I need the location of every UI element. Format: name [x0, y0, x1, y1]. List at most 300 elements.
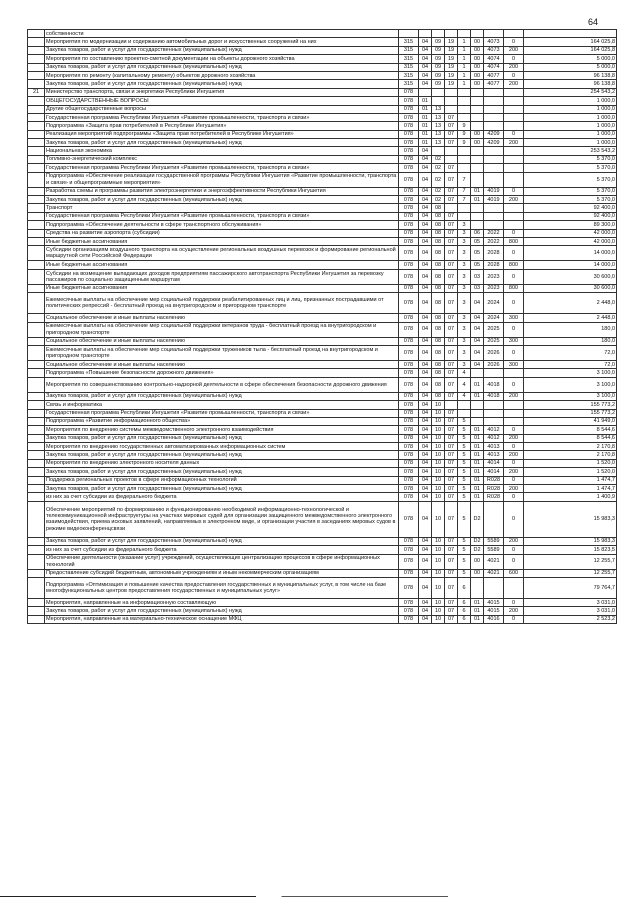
subsection-code-cell: 08 — [432, 221, 445, 229]
subsection-code-cell: 13 — [432, 130, 445, 138]
table-row — [28, 55, 617, 63]
activity-code-cell — [471, 88, 484, 96]
subsection-code-cell — [432, 88, 445, 96]
expense-type-cell — [504, 122, 524, 130]
program-code-cell: 19 — [445, 71, 458, 79]
table-row — [28, 105, 617, 113]
program-code-cell: 07 — [445, 345, 458, 360]
activity-code-cell: 05 — [471, 246, 484, 261]
section-code-cell: 04 — [419, 615, 432, 623]
row-name-cell: Закупка товаров, работ и услуг для государственных (муниципальных) нужд — [45, 392, 399, 400]
ministry-code-cell: 315 — [399, 80, 419, 88]
subsection-code-cell: 10 — [432, 485, 445, 493]
row-number-cell — [28, 401, 45, 409]
ministry-code-cell: 078 — [399, 322, 419, 337]
section-code-cell: 04 — [419, 80, 432, 88]
program-code-cell: 07 — [445, 196, 458, 204]
subsection-code-cell: 08 — [432, 261, 445, 269]
row-number-cell — [28, 468, 45, 476]
table-row — [28, 139, 617, 147]
program-code-cell: 07 — [445, 122, 458, 130]
row-number-cell — [28, 577, 45, 598]
amount-cell: 96 138,8 — [524, 71, 617, 79]
activity-code-cell — [471, 113, 484, 121]
subprogram-code-cell: 5 — [458, 459, 471, 467]
subprogram-code-cell — [458, 105, 471, 113]
subsection-code-cell: 08 — [432, 345, 445, 360]
row-number-cell — [28, 139, 45, 147]
program-code-cell: 07 — [445, 369, 458, 377]
row-name-cell: Разработка схемы и программы развития электроэнергетики и энергоэффективности Республики Ингушетия — [45, 187, 399, 195]
amount-cell: 2 523,2 — [524, 615, 617, 623]
row-name-cell: Государственная программа Республики Ингушетия «Развитие промышленности, транспорта и связи» — [45, 164, 399, 172]
subsection-code-cell: 09 — [432, 46, 445, 54]
subprogram-code-cell: 1 — [458, 38, 471, 46]
program-code-cell: 07 — [445, 468, 458, 476]
ministry-code-cell — [399, 30, 419, 38]
table-row — [28, 537, 617, 545]
row-number-cell — [28, 377, 45, 392]
ministry-code-cell: 078 — [399, 417, 419, 425]
activity-code-cell: 00 — [471, 130, 484, 138]
amount-cell: 1 000,0 — [524, 113, 617, 121]
row-name-cell: Мероприятия, направленные на материально-техническое оснащение МФЦ — [45, 615, 399, 623]
ministry-code-cell: 078 — [399, 172, 419, 187]
table-row — [28, 434, 617, 442]
ministry-code-cell: 078 — [399, 204, 419, 212]
ministry-code-cell: 078 — [399, 196, 419, 204]
table-row — [28, 546, 617, 554]
table-row — [28, 164, 617, 172]
row-name-cell: Подпрограмма «Защита прав потребителей в Республике Ингушетия» — [45, 122, 399, 130]
row-number-cell — [28, 345, 45, 360]
ministry-code-cell: 315 — [399, 55, 419, 63]
program-code-cell: 07 — [445, 261, 458, 269]
row-number-cell — [28, 30, 45, 38]
activity-code-cell — [471, 30, 484, 38]
subsection-code-cell: 10 — [432, 401, 445, 409]
section-code-cell: 01 — [419, 113, 432, 121]
section-code-cell: 04 — [419, 443, 432, 451]
subsection-code-cell: 08 — [432, 337, 445, 345]
amount-cell: 164 025,8 — [524, 38, 617, 46]
program-code-cell: 07 — [445, 546, 458, 554]
section-code-cell: 04 — [419, 426, 432, 434]
subprogram-code-cell: 3 — [458, 246, 471, 261]
expense-type-cell: 300 — [504, 314, 524, 322]
program-code-cell — [445, 204, 458, 212]
ministry-code-cell: 078 — [399, 501, 419, 537]
table-row — [28, 88, 617, 96]
amount-cell: 2 170,8 — [524, 443, 617, 451]
program-code-cell: 07 — [445, 337, 458, 345]
table-row — [28, 322, 617, 337]
row-number-cell: 21 — [28, 88, 45, 96]
table-row — [28, 30, 617, 38]
row-name-cell: Ежемесячные выплаты на обеспечение мер социальной поддержки реабилитированных лиц и лиц, признанных пострадавшими от политических репрессий - бесплатный проезд на внутригородском и пригородном транспорте — [45, 293, 399, 314]
subsection-code-cell: 10 — [432, 569, 445, 577]
program-code-cell: 07 — [445, 501, 458, 537]
activity-code-cell: D2 — [471, 537, 484, 545]
ministry-code-cell: 078 — [399, 468, 419, 476]
ministry-code-cell: 078 — [399, 229, 419, 237]
ministry-code-cell: 078 — [399, 105, 419, 113]
program-code-cell: 19 — [445, 38, 458, 46]
row-name-cell: Мероприятия по модернизации и содержанию автомобильных дорог и искусственных сооружений на них — [45, 38, 399, 46]
subsection-code-cell — [432, 97, 445, 105]
row-name-cell: из них за счет субсидии из федерального бюджета — [45, 546, 399, 554]
activity-code-cell: D2 — [471, 546, 484, 554]
activity-code-cell — [471, 221, 484, 229]
section-code-cell: 04 — [419, 392, 432, 400]
row-name-cell: Закупка товаров, работ и услуг для государственных (муниципальных) нужд — [45, 434, 399, 442]
expense-type-cell: 800 — [504, 237, 524, 245]
table-row — [28, 417, 617, 425]
ministry-code-cell: 078 — [399, 293, 419, 314]
expense-type-cell: 200 — [504, 80, 524, 88]
direction-code-cell: 5589 — [484, 546, 504, 554]
direction-code-cell — [484, 155, 504, 163]
budget-table-body — [28, 30, 617, 624]
row-number-cell — [28, 451, 45, 459]
direction-code-cell: 5589 — [484, 537, 504, 545]
program-code-cell: 07 — [445, 221, 458, 229]
subprogram-code-cell: 3 — [458, 337, 471, 345]
table-row — [28, 443, 617, 451]
row-name-cell: Мероприятия по внедрению электронного носителя данных — [45, 459, 399, 467]
direction-code-cell: 4209 — [484, 139, 504, 147]
direction-code-cell: 4074 — [484, 63, 504, 71]
expense-type-cell: 600 — [504, 569, 524, 577]
section-code-cell: 04 — [419, 537, 432, 545]
subprogram-code-cell: 4 — [458, 369, 471, 377]
activity-code-cell — [471, 155, 484, 163]
expense-type-cell: 0 — [504, 345, 524, 360]
direction-code-cell — [484, 88, 504, 96]
row-name-cell: Ежемесячные выплаты на обеспечение мер социальной поддержки тружеников тыла - бесплатный проезд на внутригородском и пригородном транспорте — [45, 345, 399, 360]
direction-code-cell — [484, 417, 504, 425]
expense-type-cell — [504, 417, 524, 425]
subprogram-code-cell: 1 — [458, 63, 471, 71]
row-name-cell: Топливно-энергетический комплекс — [45, 155, 399, 163]
row-number-cell — [28, 546, 45, 554]
subsection-code-cell: 10 — [432, 459, 445, 467]
amount-cell: 5 000,0 — [524, 63, 617, 71]
row-name-cell: Подпрограмма «Обеспечение деятельности в сфере транспортного обслуживания» — [45, 221, 399, 229]
expense-type-cell: 0 — [504, 130, 524, 138]
subsection-code-cell: 02 — [432, 172, 445, 187]
subprogram-code-cell: 5 — [458, 493, 471, 501]
row-name-cell: Мероприятия по внедрению государственных автоматизированных информационных систем — [45, 443, 399, 451]
direction-code-cell: 2026 — [484, 360, 504, 368]
table-row — [28, 377, 617, 392]
subsection-code-cell: 02 — [432, 164, 445, 172]
subprogram-code-cell: 5 — [458, 569, 471, 577]
subprogram-code-cell: 1 — [458, 55, 471, 63]
amount-cell: 2 170,8 — [524, 451, 617, 459]
amount-cell: 72,0 — [524, 345, 617, 360]
ministry-code-cell: 078 — [399, 122, 419, 130]
activity-code-cell — [471, 369, 484, 377]
expense-type-cell — [504, 172, 524, 187]
subsection-code-cell: 10 — [432, 501, 445, 537]
subsection-code-cell: 10 — [432, 468, 445, 476]
subsection-code-cell — [432, 30, 445, 38]
row-name-cell: Средства на развитие аэропорта (субсидии) — [45, 229, 399, 237]
amount-cell: 42 000,0 — [524, 229, 617, 237]
section-code-cell: 04 — [419, 269, 432, 284]
table-row — [28, 314, 617, 322]
row-number-cell — [28, 246, 45, 261]
activity-code-cell: 04 — [471, 337, 484, 345]
direction-code-cell: 4021 — [484, 554, 504, 569]
direction-code-cell — [484, 172, 504, 187]
subprogram-code-cell — [458, 164, 471, 172]
amount-cell: 14 000,0 — [524, 246, 617, 261]
direction-code-cell — [484, 501, 504, 537]
section-code-cell: 04 — [419, 221, 432, 229]
section-code-cell: 04 — [419, 246, 432, 261]
program-code-cell: 07 — [445, 476, 458, 484]
subprogram-code-cell — [458, 401, 471, 409]
section-code-cell: 04 — [419, 337, 432, 345]
activity-code-cell: 01 — [471, 434, 484, 442]
row-number-cell — [28, 554, 45, 569]
section-code-cell: 04 — [419, 155, 432, 163]
program-code-cell: 07 — [445, 229, 458, 237]
program-code-cell: 07 — [445, 113, 458, 121]
program-code-cell: 07 — [445, 322, 458, 337]
section-code-cell: 04 — [419, 598, 432, 606]
row-name-cell: Закупка товаров, работ и услуг для государственных (муниципальных) нужд — [45, 537, 399, 545]
row-number-cell — [28, 392, 45, 400]
activity-code-cell — [471, 577, 484, 598]
program-code-cell: 07 — [445, 164, 458, 172]
expense-type-cell — [504, 164, 524, 172]
row-name-cell: Предоставление субсидий бюджетным, автономным учреждениям и иным некоммерческим организациям — [45, 569, 399, 577]
table-row — [28, 122, 617, 130]
subsection-code-cell: 10 — [432, 615, 445, 623]
amount-cell: 1 000,0 — [524, 97, 617, 105]
subprogram-code-cell: 4 — [458, 377, 471, 392]
activity-code-cell — [471, 172, 484, 187]
amount-cell: 92 400,0 — [524, 204, 617, 212]
amount-cell: 5 000,0 — [524, 55, 617, 63]
expense-type-cell: 0 — [504, 459, 524, 467]
direction-code-cell: 4015 — [484, 598, 504, 606]
amount-cell: 79 764,7 — [524, 577, 617, 598]
row-number-cell — [28, 284, 45, 292]
row-number-cell — [28, 172, 45, 187]
row-number-cell — [28, 155, 45, 163]
direction-code-cell — [484, 97, 504, 105]
row-number-cell — [28, 569, 45, 577]
direction-code-cell — [484, 164, 504, 172]
direction-code-cell: R028 — [484, 476, 504, 484]
amount-cell: 3 031,0 — [524, 598, 617, 606]
row-number-cell — [28, 485, 45, 493]
subprogram-code-cell: 1 — [458, 80, 471, 88]
row-name-cell: Субсидии на возмещение выпадающих доходов предприятиям пассажирского автотранспорта Республики Ингушетия за перевозку пассажиров по социально защищенным маршрутам — [45, 269, 399, 284]
expense-type-cell: 0 — [504, 322, 524, 337]
section-code-cell: 04 — [419, 434, 432, 442]
section-code-cell — [419, 88, 432, 96]
row-number-cell — [28, 237, 45, 245]
expense-type-cell: 0 — [504, 38, 524, 46]
direction-code-cell: 4012 — [484, 426, 504, 434]
subprogram-code-cell — [458, 147, 471, 155]
row-name-cell: Закупка товаров, работ и услуг для государственных (муниципальных) нужд — [45, 139, 399, 147]
row-number-cell — [28, 196, 45, 204]
ministry-code-cell: 078 — [399, 401, 419, 409]
amount-cell: 8 544,6 — [524, 434, 617, 442]
section-code-cell: 04 — [419, 493, 432, 501]
subsection-code-cell: 10 — [432, 409, 445, 417]
row-name-cell: ОБЩЕГОСУДАРСТВЕННЫЕ ВОПРОСЫ — [45, 97, 399, 105]
row-number-cell — [28, 122, 45, 130]
row-number-cell — [28, 261, 45, 269]
row-name-cell: Мероприятия по ремонту (капитальному ремонту) объектов дорожного хозяйства — [45, 71, 399, 79]
subprogram-code-cell: 7 — [458, 172, 471, 187]
ministry-code-cell: 078 — [399, 434, 419, 442]
program-code-cell: 07 — [445, 451, 458, 459]
program-code-cell — [445, 155, 458, 163]
direction-code-cell: 4209 — [484, 130, 504, 138]
activity-code-cell: 00 — [471, 139, 484, 147]
subsection-code-cell: 10 — [432, 554, 445, 569]
program-code-cell: 07 — [445, 409, 458, 417]
subprogram-code-cell — [458, 97, 471, 105]
row-number-cell — [28, 322, 45, 337]
expense-type-cell: 200 — [504, 485, 524, 493]
section-code-cell: 04 — [419, 451, 432, 459]
section-code-cell: 04 — [419, 501, 432, 537]
subprogram-code-cell: 7 — [458, 196, 471, 204]
table-row — [28, 554, 617, 569]
expense-type-cell: 0 — [504, 501, 524, 537]
expense-type-cell: 0 — [504, 476, 524, 484]
amount-cell: 14 000,0 — [524, 261, 617, 269]
amount-cell: 3 100,0 — [524, 369, 617, 377]
table-row — [28, 369, 617, 377]
ministry-code-cell: 078 — [399, 607, 419, 615]
row-number-cell — [28, 71, 45, 79]
section-code-cell: 04 — [419, 293, 432, 314]
row-number-cell — [28, 501, 45, 537]
activity-code-cell: 04 — [471, 345, 484, 360]
ministry-code-cell: 078 — [399, 577, 419, 598]
table-row — [28, 426, 617, 434]
row-name-cell: Обеспечение деятельности (оказание услуг) учреждений, осуществляющих централизацию процессов в сфере информационных технологий — [45, 554, 399, 569]
budget-table — [27, 29, 617, 624]
row-name-cell: Подпрограмма «Оптимизация и повышение качества предоставления государственных и муниципальных услуг, в том числе на базе многофункциональных центров предоставления государственных и муниципальных услуг» — [45, 577, 399, 598]
program-code-cell: 07 — [445, 598, 458, 606]
activity-code-cell — [471, 122, 484, 130]
activity-code-cell: 01 — [471, 476, 484, 484]
expense-type-cell — [504, 212, 524, 220]
activity-code-cell: 04 — [471, 360, 484, 368]
program-code-cell: 07 — [445, 607, 458, 615]
table-row — [28, 229, 617, 237]
table-row — [28, 615, 617, 623]
row-name-cell: Иные бюджетные ассигнования — [45, 284, 399, 292]
subprogram-code-cell: 3 — [458, 345, 471, 360]
ministry-code-cell: 078 — [399, 164, 419, 172]
ministry-code-cell: 078 — [399, 221, 419, 229]
subprogram-code-cell: 3 — [458, 269, 471, 284]
subprogram-code-cell: 5 — [458, 417, 471, 425]
subsection-code-cell: 09 — [432, 55, 445, 63]
program-code-cell: 07 — [445, 459, 458, 467]
amount-cell: 155 773,2 — [524, 401, 617, 409]
direction-code-cell: 2028 — [484, 261, 504, 269]
activity-code-cell: 05 — [471, 237, 484, 245]
row-number-cell — [28, 80, 45, 88]
row-number-cell — [28, 434, 45, 442]
amount-cell: 41 949,0 — [524, 417, 617, 425]
table-row — [28, 459, 617, 467]
ministry-code-cell: 078 — [399, 537, 419, 545]
direction-code-cell: 4012 — [484, 434, 504, 442]
subsection-code-cell: 02 — [432, 187, 445, 195]
expense-type-cell: 0 — [504, 246, 524, 261]
section-code-cell: 04 — [419, 459, 432, 467]
amount-cell: 1 520,0 — [524, 459, 617, 467]
row-name-cell: Социальное обеспечение и иные выплаты населению — [45, 337, 399, 345]
subsection-code-cell: 08 — [432, 369, 445, 377]
subprogram-code-cell: 5 — [458, 546, 471, 554]
direction-code-cell: 2025 — [484, 322, 504, 337]
section-code-cell: 04 — [419, 147, 432, 155]
direction-code-cell: R028 — [484, 485, 504, 493]
ministry-code-cell: 078 — [399, 451, 419, 459]
ministry-code-cell: 078 — [399, 237, 419, 245]
activity-code-cell: 01 — [471, 459, 484, 467]
subsection-code-cell: 10 — [432, 607, 445, 615]
subprogram-code-cell: 5 — [458, 485, 471, 493]
ministry-code-cell: 078 — [399, 212, 419, 220]
activity-code-cell — [471, 164, 484, 172]
row-number-cell — [28, 97, 45, 105]
amount-cell: 2 448,0 — [524, 293, 617, 314]
expense-type-cell: 0 — [504, 493, 524, 501]
ministry-code-cell: 078 — [399, 113, 419, 121]
section-code-cell: 04 — [419, 172, 432, 187]
row-name-cell: Подпрограмма «Повышение безопасности дорожного движения» — [45, 369, 399, 377]
expense-type-cell: 200 — [504, 434, 524, 442]
subprogram-code-cell: 5 — [458, 426, 471, 434]
subprogram-code-cell — [458, 30, 471, 38]
table-row — [28, 451, 617, 459]
direction-code-cell: 4013 — [484, 451, 504, 459]
row-name-cell: Закупка товаров, работ и услуг для государственных (муниципальных) нужд — [45, 63, 399, 71]
amount-cell: 8 544,6 — [524, 426, 617, 434]
ministry-code-cell: 078 — [399, 459, 419, 467]
ministry-code-cell: 078 — [399, 155, 419, 163]
subsection-code-cell: 08 — [432, 293, 445, 314]
row-number-cell — [28, 105, 45, 113]
table-row — [28, 38, 617, 46]
table-row — [28, 261, 617, 269]
program-code-cell: 19 — [445, 46, 458, 54]
amount-cell: 30 600,0 — [524, 284, 617, 292]
subprogram-code-cell: 4 — [458, 392, 471, 400]
row-number-cell — [28, 130, 45, 138]
direction-code-cell: 2022 — [484, 237, 504, 245]
expense-type-cell: 0 — [504, 615, 524, 623]
ministry-code-cell: 078 — [399, 187, 419, 195]
program-code-cell: 07 — [445, 212, 458, 220]
